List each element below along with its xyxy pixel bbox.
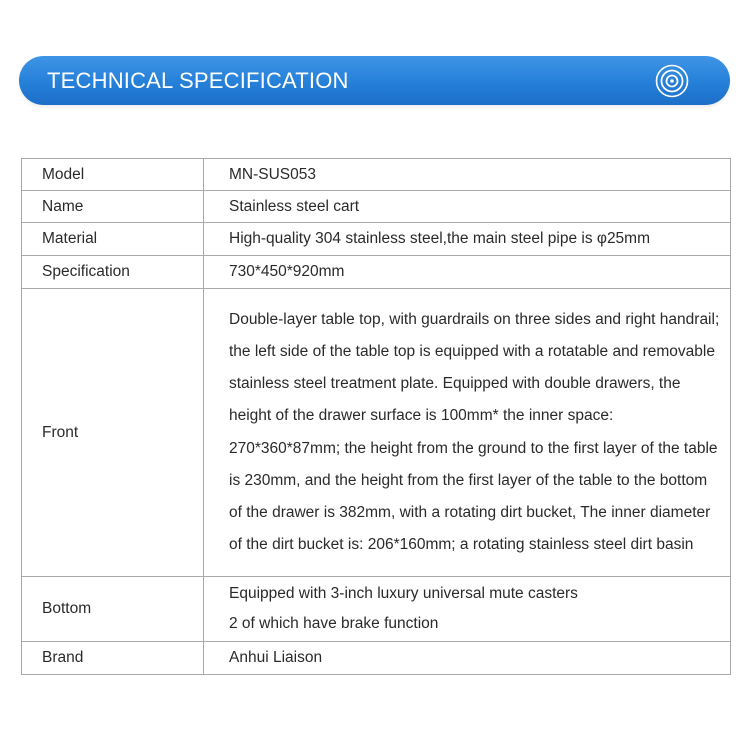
- row-value: Stainless steel cart: [204, 191, 731, 223]
- row-label: Front: [22, 289, 204, 577]
- table-row-material: [22, 223, 731, 256]
- row-value: MN-SUS053: [204, 159, 731, 191]
- row-value: Anhui Liaison: [204, 642, 731, 675]
- row-label: Material: [22, 223, 204, 256]
- row-label: Name: [22, 191, 204, 223]
- section-header-banner: [19, 56, 730, 105]
- table-row-bottom: [22, 577, 731, 642]
- row-value: [204, 577, 731, 642]
- table-row-brand: [22, 642, 731, 675]
- table-row-name: [22, 191, 731, 223]
- row-label: Model: [22, 159, 204, 191]
- table-row-specification: [22, 256, 731, 289]
- target-icon: [655, 64, 689, 98]
- table-row-model: [22, 159, 731, 191]
- row-value: 730*450*920mm: [204, 256, 731, 289]
- value-line: 2 of which have brake function: [229, 615, 439, 632]
- value-line: Equipped with 3-inch luxury universal mute casters: [229, 585, 578, 602]
- row-label: Bottom: [22, 577, 204, 642]
- row-label: Brand: [22, 642, 204, 675]
- section-title: TECHNICAL SPECIFICATION: [47, 68, 349, 93]
- row-value: Double-layer table top, with guardrails on three sides and right handrail; the left side of the table top is equipped with a rotatable and removable stainless steel treatment plate. Equipped with double drawers, the height of the drawer surface is 100mm* the inner space: 270*360*87mm; the height from the ground to the first layer of the table is 230mm, and the height from the first layer of the table to the bottom of the drawer is 382mm, with a rotating dirt bucket, The inner diameter of the dirt bucket is: 206*160mm; a rotating stainless steel dirt basin: [204, 289, 731, 577]
- table-row-front: [22, 289, 731, 577]
- row-value: High-quality 304 stainless steel,the main steel pipe is φ25mm: [204, 223, 731, 256]
- row-label: Specification: [22, 256, 204, 289]
- specification-table: [21, 158, 731, 675]
